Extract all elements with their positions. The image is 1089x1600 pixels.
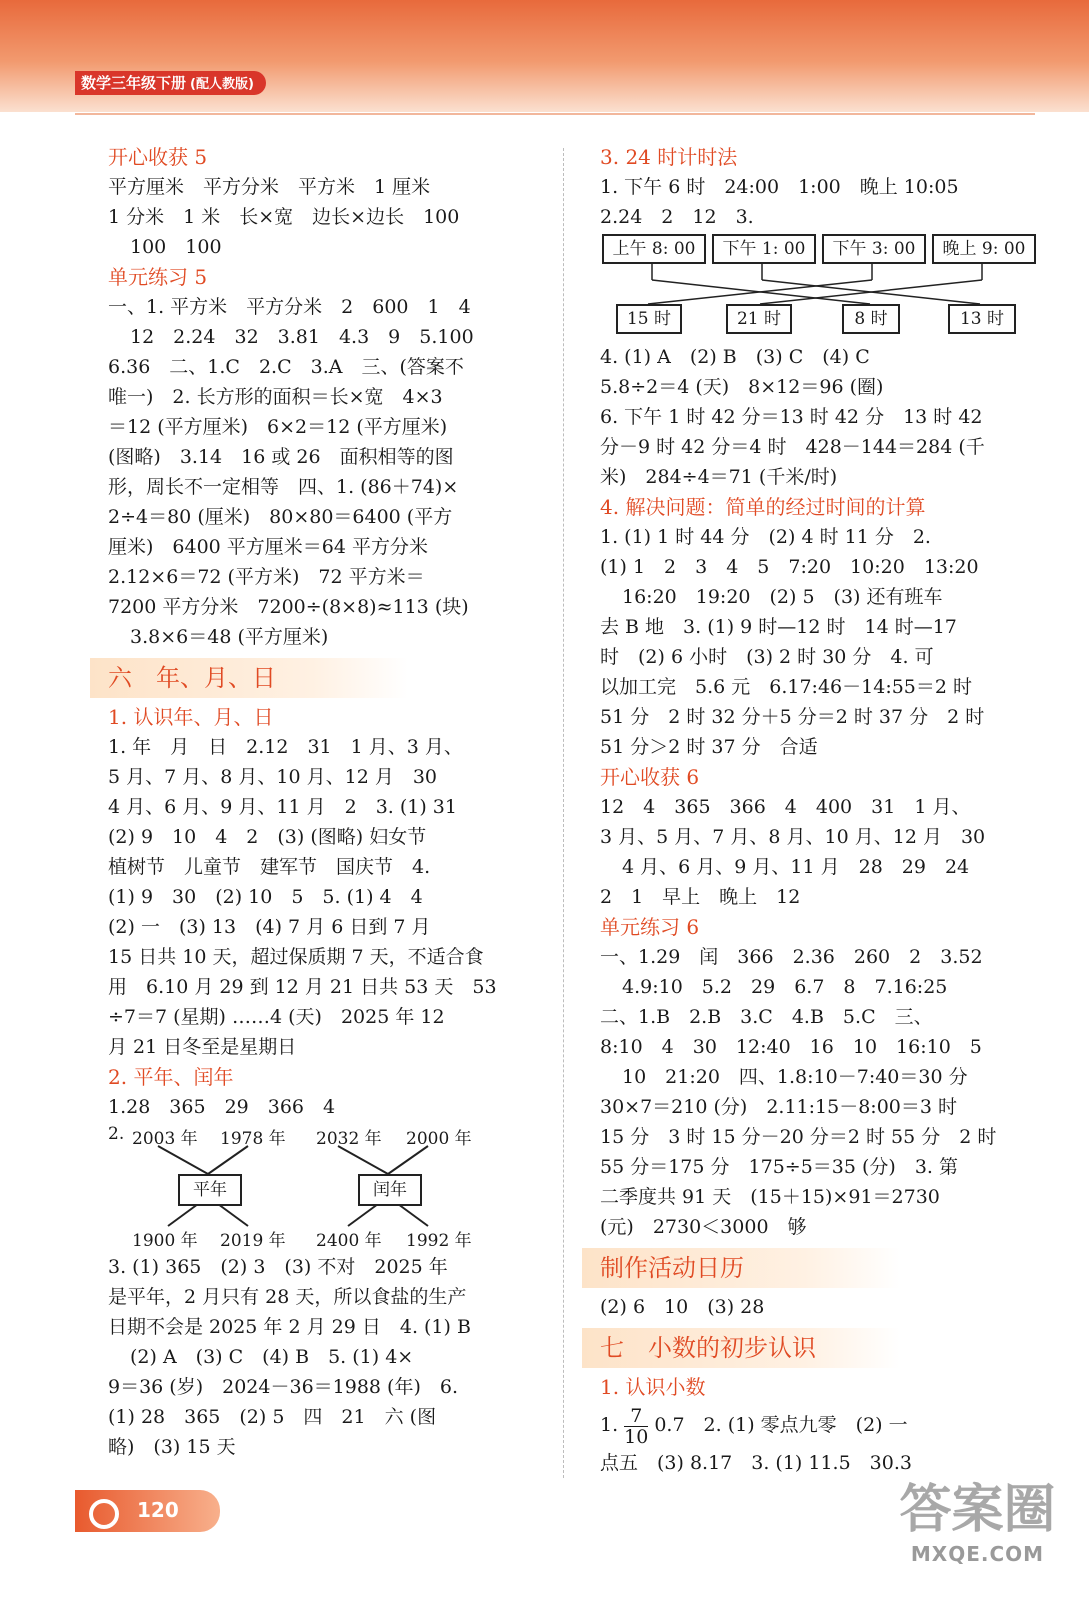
text-line: 二季度共 91 天 (15＋15)×91＝2730	[600, 1186, 940, 1208]
text-line: (2) 6 10 (3) 28	[600, 1296, 765, 1318]
text-line: 以加工完 5.6 元 6.17:46－14:55＝2 时	[600, 676, 973, 698]
text-line: 去 B 地 3. (1) 9 时—12 时 14 时—17	[600, 616, 957, 638]
text-line: 30×7＝210 (分) 2.11:15－8:00＝3 时	[600, 1096, 957, 1118]
fraction-denominator: 10	[624, 1425, 649, 1448]
text-line: 4 月、6 月、9 月、11 月 28 29 24	[622, 856, 970, 878]
text-line: 15 日共 10 天，超过保质期 7 天，不适合食	[108, 946, 484, 968]
category-box: 平年	[178, 1174, 242, 1206]
book-title: 数学三年级下册	[81, 74, 187, 92]
watermark	[890, 1478, 1065, 1588]
leap-year-diagram	[108, 1122, 538, 1252]
text-line: 100 100	[130, 236, 222, 258]
text-line: 用 6.10 月 29 到 12 月 21 日共 53 天 53	[108, 976, 497, 998]
text-line: 米) 284÷4＝71 (千米/时)	[600, 466, 838, 488]
book-edition: (配人教版)	[190, 77, 254, 92]
section-title: 开心收获 5	[108, 145, 208, 169]
text-line: 月 21 日冬至是星期日	[108, 1036, 297, 1058]
text-line: (1) 1 2 3 4 5 7:20 10:20 13:20	[600, 556, 979, 578]
category-box: 闰年	[358, 1174, 422, 1206]
text-line: 点五 (3) 8.17 3. (1) 11.5 30.3	[600, 1452, 912, 1474]
chapter-heading: 制作活动日历	[582, 1248, 900, 1288]
question-number: 1.	[600, 1414, 619, 1436]
section-title: 1. 认识小数	[600, 1375, 706, 1399]
text-line: 4. (1) A (2) B (3) C (4) C	[600, 346, 870, 368]
text-line: 略) (3) 15 天	[108, 1436, 236, 1458]
24h-time-box: 21 时	[726, 304, 792, 334]
section-title: 单元练习 6	[600, 915, 700, 939]
text-line: 9＝36 (岁) 2024－36＝1988 (年) 6.	[108, 1376, 459, 1398]
text-line: 4 月、6 月、9 月、11 月 2 3. (1) 31	[108, 796, 457, 818]
24h-time-box: 15 时	[616, 304, 682, 334]
section-title: 开心收获 6	[600, 765, 700, 789]
text-line: ＝12 (平方厘米) 6×2＝12 (平方厘米)	[108, 416, 448, 438]
text-line: 平方厘米 平方分米 平方米 1 厘米	[108, 176, 431, 198]
text-line: 12 4 365 366 4 400 31 1 月、	[600, 796, 971, 818]
text-line: 2.24 2 12 3.	[600, 206, 754, 228]
year-label: 2003 年	[132, 1129, 198, 1149]
text-line: (2) 9 10 4 2 (3) (图略) 妇女节	[108, 826, 427, 848]
text-line: 植树节 儿童节 建军节 国庆节 4.	[108, 856, 431, 878]
text-line: 分－9 时 42 分＝4 时 428－144＝284 (千	[600, 436, 985, 458]
chapter-heading: 六 年、月、日	[90, 658, 408, 698]
text-line: 唯一) 2. 长方形的面积＝长×宽 4×3	[108, 386, 443, 408]
text-line: 6. 下午 1 时 42 分＝13 时 42 分 13 时 42	[600, 406, 983, 428]
text-line: (元) 2730＜3000 够	[600, 1216, 807, 1238]
text-line: (2) A (3) C (4) B 5. (1) 4×	[130, 1346, 414, 1368]
text-line: 是平年，2 月只有 28 天，所以食盐的生产	[108, 1286, 467, 1308]
text-line: 1. 年 月 日 2.12 31 1 月、3 月、	[108, 736, 463, 758]
text-line: 1.28 365 29 366 4	[108, 1096, 336, 1118]
answer-text: 0.7 2. (1) 零点九零 (2) 一	[654, 1414, 908, 1436]
clock-time-box: 晚上 9: 00	[932, 234, 1036, 264]
clock-time-box: 下午 1: 00	[712, 234, 816, 264]
text-line: 55 分＝175 分 175÷5＝35 (分) 3. 第	[600, 1156, 959, 1178]
text-line: 日期不会是 2025 年 2 月 29 日 4. (1) B	[108, 1316, 471, 1338]
year-label: 1900 年	[132, 1231, 198, 1251]
section-title: 3. 24 时计时法	[600, 145, 738, 169]
text-line: ÷7＝7 (星期) ……4 (天) 2025 年 12	[108, 1006, 445, 1028]
text-line: 51 分＞2 时 37 分 合适	[600, 736, 818, 758]
question-number: 2.	[108, 1124, 125, 1144]
page-number: 120	[137, 1498, 179, 1522]
text-line: 一、1.29 闰 366 2.36 260 2 3.52	[600, 946, 983, 968]
24h-time-box: 13 时	[948, 304, 1016, 334]
text-line: 5.8÷2＝4 (天) 8×12＝96 (圈)	[600, 376, 884, 398]
text-line: 二、1.B 2.B 3.C 4.B 5.C 三、	[600, 1006, 933, 1028]
text-line: 7200 平方分米 7200÷(8×8)≈113 (块)	[108, 596, 469, 618]
text-line: 2÷4＝80 (厘米) 80×80＝6400 (平方	[108, 506, 453, 528]
text-line: 时 (2) 6 小时 (3) 2 时 30 分 4. 可	[600, 646, 934, 668]
text-line: 1 分米 1 米 长×宽 边长×边长 100	[108, 206, 460, 228]
24h-time-box: 8 时	[842, 304, 900, 334]
text-line: 8:10 4 30 12:40 16 10 16:10 5	[600, 1036, 982, 1058]
left-column	[108, 142, 538, 1462]
fraction-numerator: 7	[624, 1406, 648, 1427]
top-banner	[0, 0, 1089, 112]
text-line: 厘米) 6400 平方厘米＝64 平方分米	[108, 536, 429, 558]
column-divider	[563, 148, 564, 1478]
text-line: 4.9:10 5.2 29 6.7 8 7.16:25	[622, 976, 948, 998]
text-line: (1) 9 30 (2) 10 5 5. (1) 4 4	[108, 886, 423, 908]
text-line: 2 1 早上 晚上 12	[600, 886, 801, 908]
year-label: 2032 年	[316, 1129, 382, 1149]
header-rule	[75, 113, 1035, 115]
section-title: 4. 解决问题：简单的经过时间的计算	[600, 495, 926, 519]
year-label: 1978 年	[220, 1129, 286, 1149]
text-line: 1. 下午 6 时 24:00 1:00 晚上 10:05	[600, 176, 959, 198]
watermark-url: MXQE.COM	[910, 1542, 1045, 1566]
section-title: 单元练习 5	[108, 265, 208, 289]
ring-icon	[89, 1499, 119, 1529]
text-line: 10 21:20 四、1.8:10－7:40＝30 分	[622, 1066, 968, 1088]
year-label: 2400 年	[316, 1231, 382, 1251]
text-line	[600, 1402, 1040, 1448]
watermark-logo: 答案圈	[899, 1480, 1056, 1540]
text-line: 15 分 3 时 15 分－20 分＝2 时 55 分 2 时	[600, 1126, 997, 1148]
text-line: 2.12×6＝72 (平方米) 72 平方米＝	[108, 566, 425, 588]
text-line: 1. (1) 1 时 44 分 (2) 4 时 11 分 2.	[600, 526, 931, 548]
text-line: 3. (1) 365 (2) 3 (3) 不对 2025 年	[108, 1256, 448, 1278]
book-title-badge	[75, 71, 266, 95]
text-line: 一、1. 平方米 平方分米 2 600 1 4	[108, 296, 471, 318]
section-title: 2. 平年、闰年	[108, 1065, 234, 1089]
text-line: 5 月、7 月、8 月、10 月、12 月 30	[108, 766, 437, 788]
text-line: 16:20 19:20 (2) 5 (3) 还有班车	[622, 586, 943, 608]
text-line: 形，周长不一定相等 四、1. (86＋74)×	[108, 476, 459, 498]
year-label: 2019 年	[220, 1231, 286, 1251]
text-line: 12 2.24 32 3.81 4.3 9 5.100	[130, 326, 474, 348]
page-number-badge	[75, 1490, 220, 1532]
year-label: 1992 年	[406, 1231, 472, 1251]
text-line: 6.36 二、1.C 2.C 3.A 三、(答案不	[108, 356, 464, 378]
text-line: (1) 28 365 (2) 5 四 21 六 (图	[108, 1406, 437, 1428]
right-column	[600, 142, 1040, 1478]
text-line: (2) 一 (3) 13 (4) 7 月 6 日到 7 月	[108, 916, 431, 938]
clock-time-box: 下午 3: 00	[822, 234, 926, 264]
text-line: 3.8×6＝48 (平方厘米)	[130, 626, 329, 648]
section-title: 1. 认识年、月、日	[108, 705, 274, 729]
text-line: 51 分 2 时 32 分＋5 分＝2 时 37 分 2 时	[600, 706, 985, 728]
clock-time-box: 上午 8: 00	[602, 234, 706, 264]
text-line: (图略) 3.14 16 或 26 面积相等的图	[108, 446, 454, 468]
fraction	[624, 1406, 648, 1447]
text-line: 3 月、5 月、7 月、8 月、10 月、12 月 30	[600, 826, 986, 848]
year-label: 2000 年	[406, 1129, 472, 1149]
chapter-heading: 七 小数的初步认识	[582, 1328, 900, 1368]
time-matching-diagram	[600, 232, 1040, 342]
